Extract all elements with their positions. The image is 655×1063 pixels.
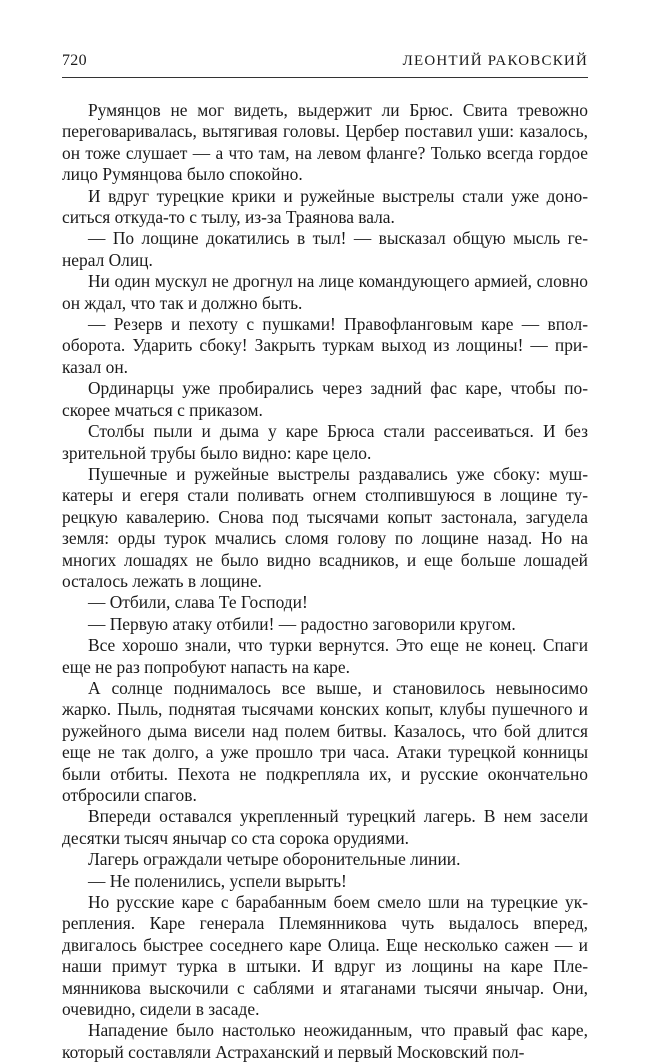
paragraph: И вдруг турецкие крики и ружейные выстрелы стали уже доноситься откуда-то с тылу, из-за Траянова вала.	[62, 185, 588, 228]
paragraph: — По лощине докатились в тыл! — высказал общую мысль генерал Олиц.	[62, 228, 588, 270]
book-page	[62, 52, 588, 1063]
paragraph: — Отбили, слава Те Господи!	[88, 592, 308, 613]
paragraph: — Резерв и пехоту с пушками! Правофланговым каре — вполоборота. Ударить сбоку! Закрыть туркам выход из лощины! — приказал он.	[62, 314, 588, 377]
paragraph: — Первую атаку отбили! — радостно заговорили кругом.	[88, 613, 516, 634]
page-number: 720	[62, 52, 87, 69]
running-head	[62, 52, 588, 78]
paragraph: Ни один мускул не дрогнул на лице командующего армией, словно он ждал, что так и должно быть.	[62, 271, 588, 313]
paragraph: Но русские каре с барабанным боем смело шли на турецкие укрепления. Каре генерала Племянникова чуть выдалось вперед, двигалось быстрее соседнего каре Олица. Еще несколько сажен — и наши примут турка в штыки. И вдруг из лощины на каре Племянникова выскочили с саблями и ятаганами тысячи янычар. Они, очевидно, сидели в засаде.	[62, 892, 588, 1020]
paragraph: Лагерь ограждали четыре оборонительные линии.	[88, 849, 461, 870]
paragraph: Все хорошо знали, что турки вернутся. Это еще не конец. Спаги еще не раз попробуют напасть на каре.	[62, 635, 588, 677]
paragraph: Румянцов не мог видеть, выдержит ли Брюс. Свита тревожно переговаривалась, вытягивая головы. Цербер поставил уши: казалось, он тоже слушает — а что там, на левом фланге? Только всегда гордое лицо Румянцова было спокойно.	[62, 100, 588, 185]
running-head-author: ЛЕОНТИЙ РАКОВСКИЙ	[402, 53, 588, 69]
body-text	[62, 100, 588, 1063]
paragraph: Нападение было настолько неожиданным, что правый фас каре, который составляли Астраханский и первый Московский пол-	[62, 1020, 588, 1062]
paragraph: Впереди оставался укрепленный турецкий лагерь. В нем засели десятки тысяч янычар со ста сорока орудиями.	[62, 806, 588, 848]
paragraph: А солнце поднималось все выше, и становилось невыносимо жарко. Пыль, поднятая тысячами конских копыт, клубы пушечного и ружейного дыма висели над полем битвы. Казалось, что бой длится еще не так долго, а уже прошло три часа. Атаки турецкой конницы были отбиты. Пехота не подкрепляла их, и русские окончательно отбросили спагов.	[62, 677, 588, 805]
paragraph: — Не поленились, успели вырыть!	[88, 870, 347, 891]
paragraph: Ординарцы уже пробирались через задний фас каре, чтобы поскорее мчаться с приказом.	[62, 378, 588, 420]
paragraph: Столбы пыли и дыма у каре Брюса стали рассеиваться. И без зрительной трубы было видно: каре цело.	[62, 421, 588, 463]
paragraph: Пушечные и ружейные выстрелы раздавались уже сбоку: мушкатеры и егеря стали поливать огнем столпившуюся в лощине турецкую кавалерию. Снова под тысячами копыт застонала, загудела земля: орды турок мчались сломя голову по лощине назад. Но на многих лошадях не было видно всадников, и еще больше лошадей осталось лежать в лощине.	[62, 463, 588, 591]
